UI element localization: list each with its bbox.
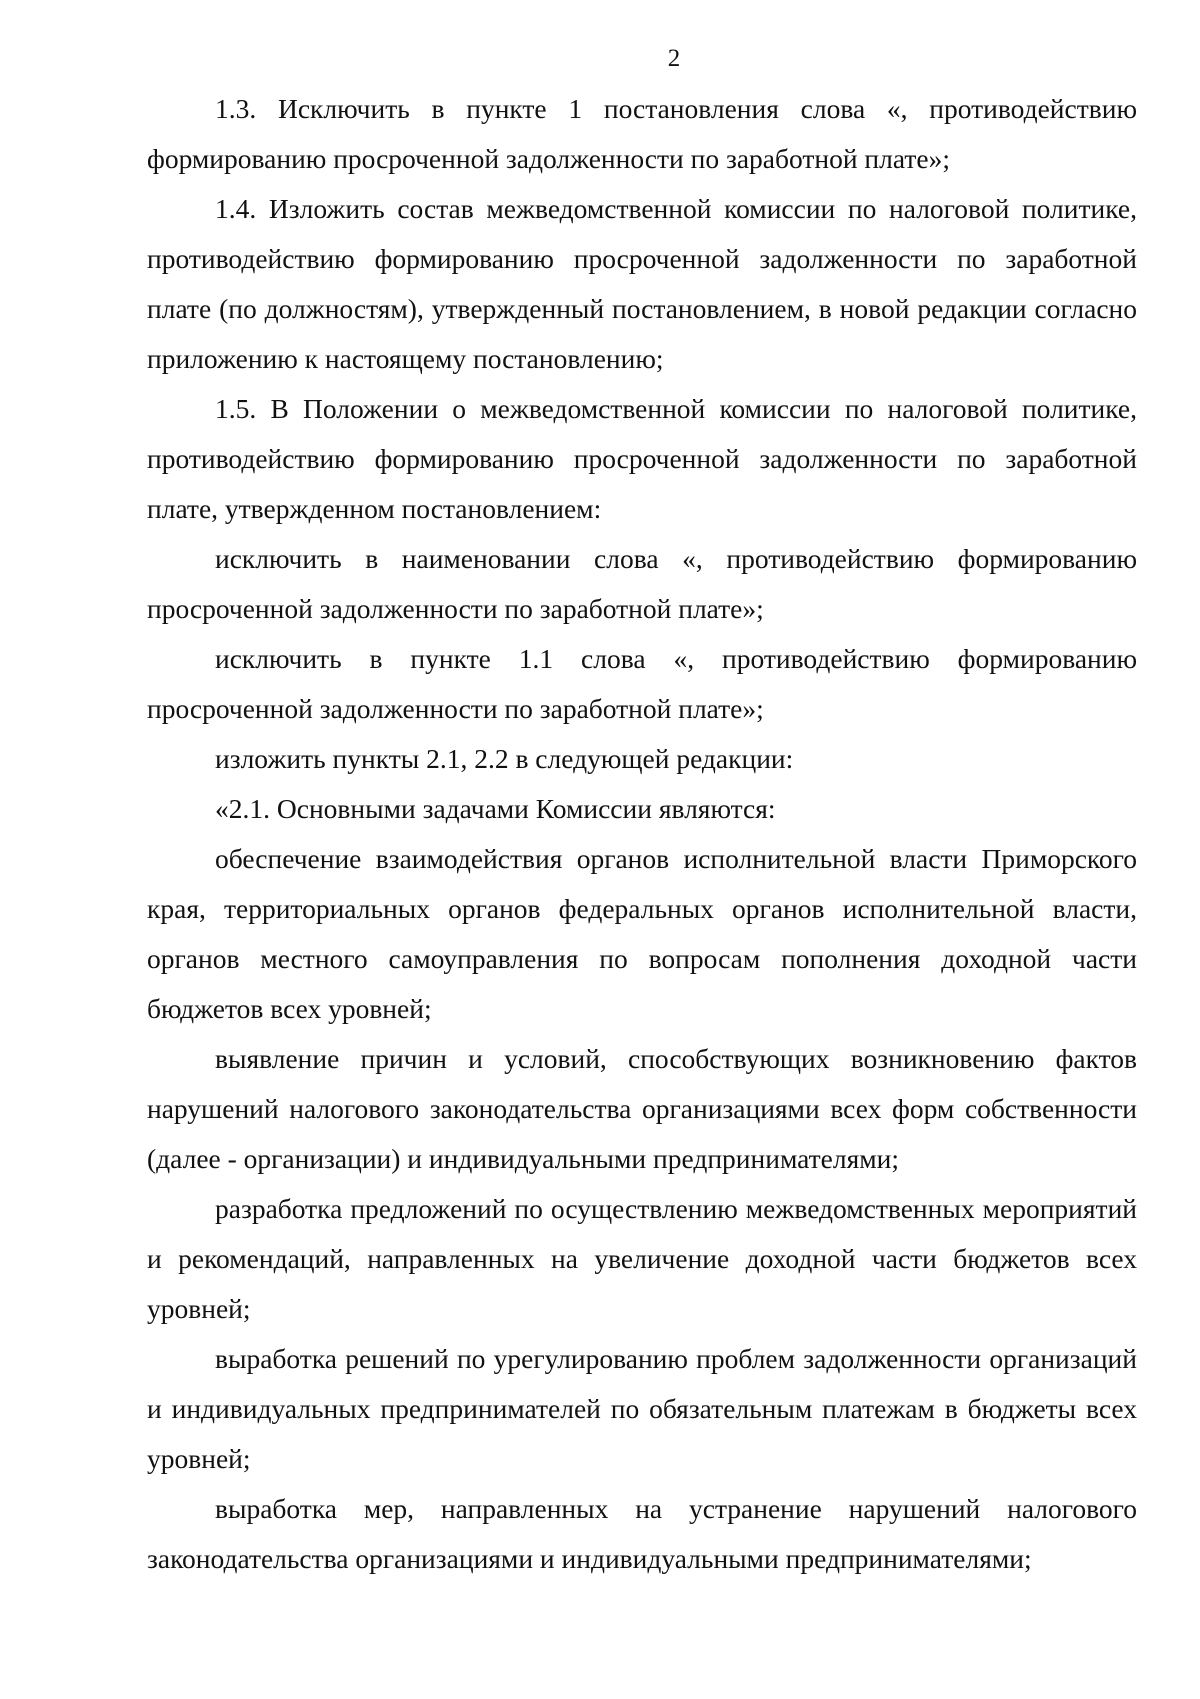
paragraph-task-proposals: разработка предложений по осуществлению межведомственных мероприятий и рекомендаций, направленных на увеличение доходной части бюджетов всех уровней;: [147, 1193, 1137, 1324]
paragraph-task-interaction: обеспечение взаимодействия органов исполнительной власти Приморского края, территориальных органов федеральных органов исполнительной власти, органов местного самоуправления по вопросам пополнения доходной части бюджетов всех уровней;: [147, 843, 1137, 1024]
paragraph-1-4: 1.4. Изложить состав межведомственной комиссии по налоговой политике, противодействию формированию просроченной задолженности по заработной плате (по должностям), утвержденный постановлением, в новой редакции согласно приложению к настоящему постановлению;: [147, 193, 1137, 374]
paragraph-2-1-heading: «2.1. Основными задачами Комиссии являются:: [215, 793, 776, 824]
page-number: 2: [667, 45, 681, 72]
paragraph-restate-2-1-2-2: изложить пункты 2.1, 2.2 в следующей редакции:: [215, 743, 794, 774]
paragraph-task-causes: выявление причин и условий, способствующих возникновению фактов нарушений налогового законодательства организациями всех форм собственности (далее - организации) и индивидуальными предпринимателями;: [147, 1043, 1137, 1174]
document-body: [147, 84, 1137, 1584]
paragraph-task-debt-decisions: выработка решений по урегулированию проблем задолженности организаций и индивидуальных предпринимателей по обязательным платежам в бюджеты всех уровней;: [147, 1343, 1137, 1474]
paragraph-task-remedy-measures: выработка мер, направленных на устранение нарушений налогового законодательства организациями и индивидуальными предпринимателями;: [147, 1493, 1137, 1574]
paragraph-1-5: 1.5. В Положении о межведомственной комиссии по налоговой политике, противодействию формированию просроченной задолженности по заработной плате, утвержденном постановлением:: [147, 393, 1137, 524]
paragraph-exclude-1-1: исключить в пункте 1.1 слова «, противодействию формированию просроченной задолженности по заработной плате»;: [147, 643, 1137, 724]
paragraph-exclude-title: исключить в наименовании слова «, противодействию формированию просроченной задолженности по заработной плате»;: [147, 543, 1137, 624]
paragraph-1-3: 1.3. Исключить в пункте 1 постановления слова «, противодействию формированию просроченной задолженности по заработной плате»;: [147, 93, 1137, 174]
